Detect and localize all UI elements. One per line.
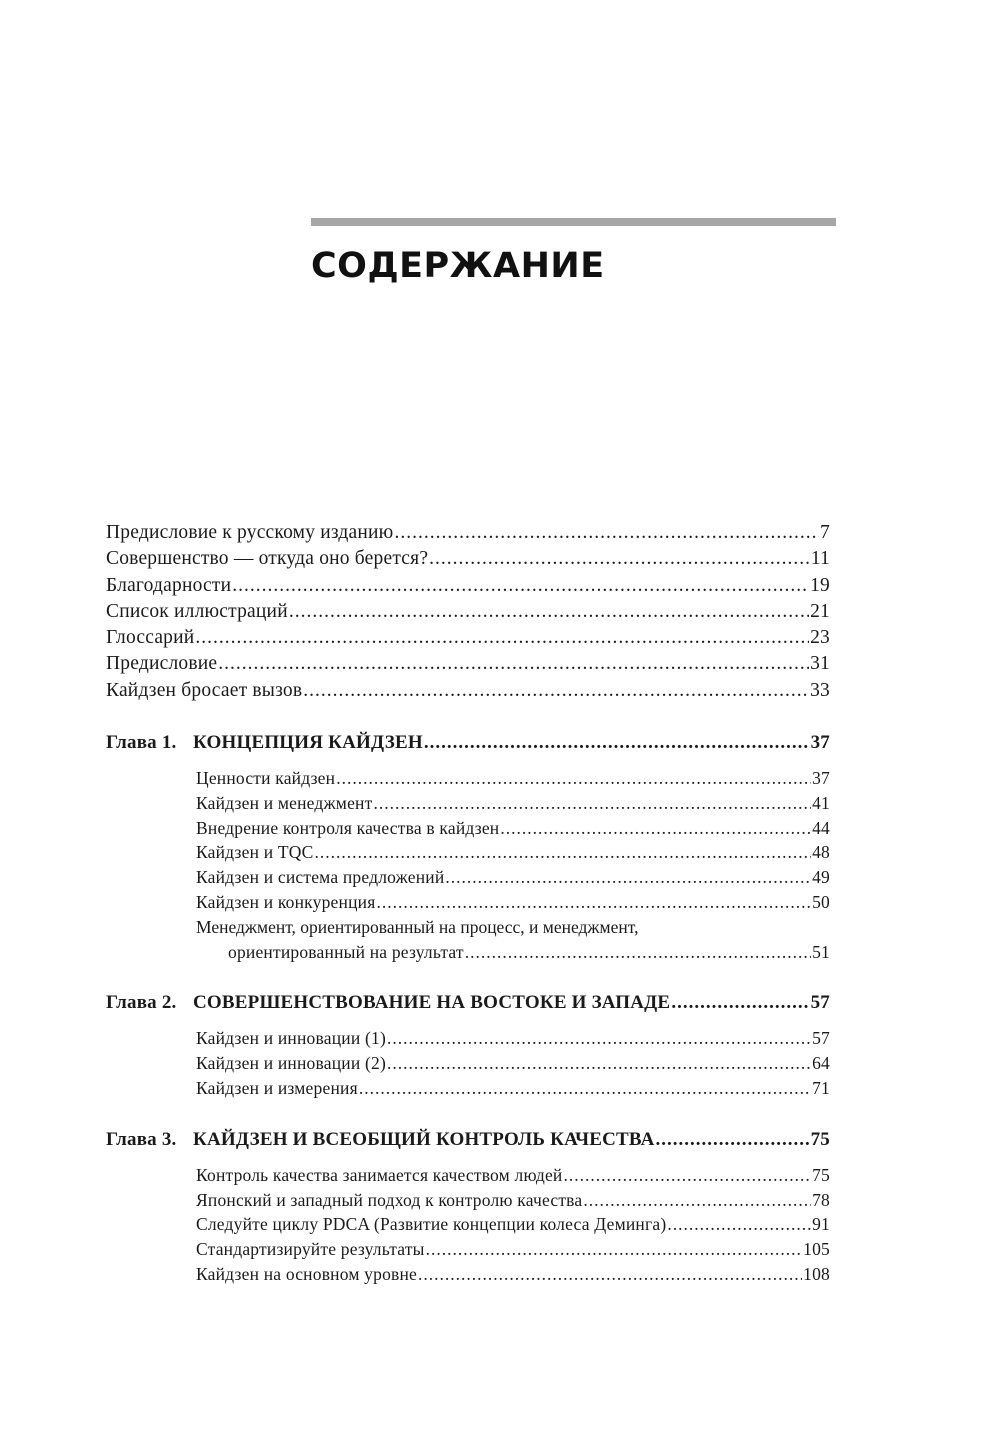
dot-leader (359, 1076, 811, 1101)
section-entry[interactable] (196, 890, 830, 915)
chapter-3 (106, 1127, 830, 1287)
section-entry[interactable] (196, 816, 830, 841)
dot-leader (445, 865, 811, 890)
toc-entry[interactable] (106, 573, 830, 599)
entry-page: 23 (810, 627, 830, 649)
dot-leader (373, 791, 811, 816)
dot-leader (232, 573, 809, 599)
section-title: Кайдзен и менеджмент (196, 792, 373, 813)
section-list (106, 1026, 830, 1100)
section-title: Стандартизируйте результаты (196, 1239, 425, 1260)
chapter-label: Глава 2. (106, 992, 177, 1014)
dot-leader (195, 625, 809, 651)
chapter-heading[interactable] (106, 990, 830, 1016)
section-entry[interactable] (196, 1237, 830, 1262)
entry-title: Благодарности (106, 574, 232, 596)
toc-entry[interactable] (106, 678, 830, 704)
section-entry[interactable] (196, 1051, 830, 1076)
dot-leader (429, 546, 810, 572)
dot-leader (314, 840, 811, 865)
section-page: 78 (812, 1189, 830, 1210)
entry-title: Список иллюстраций (106, 600, 288, 622)
title-rule (311, 218, 836, 226)
front-matter-list (106, 520, 830, 704)
section-entry[interactable] (196, 1188, 830, 1213)
section-title: Кайдзен и конкуренция (196, 892, 376, 913)
dot-leader (336, 766, 811, 791)
section-page: 51 (812, 941, 830, 962)
entry-title: Предисловие (106, 653, 218, 675)
section-page: 57 (812, 1028, 830, 1049)
dot-leader (667, 1212, 811, 1237)
dot-leader (563, 1163, 811, 1188)
section-title: Внедрение контроля качества в кайдзен (196, 817, 500, 838)
section-list (106, 1163, 830, 1287)
toc-entry[interactable] (106, 651, 830, 677)
table-of-contents (106, 520, 830, 1287)
dot-leader (387, 1026, 811, 1051)
section-title: Контроль качества занимается качеством людей (196, 1164, 563, 1185)
dot-leader (500, 816, 811, 841)
section-title: Кайдзен и измерения (196, 1078, 358, 1099)
section-page: 44 (812, 817, 830, 838)
entry-title: Предисловие к русскому изданию (106, 522, 394, 543)
section-page: 49 (812, 867, 830, 888)
section-entry[interactable] (196, 865, 830, 890)
dot-leader (289, 599, 809, 625)
chapter-page: 37 (810, 732, 830, 754)
chapter-label: Глава 1. (106, 732, 177, 754)
entry-title: Совершенство — откуда оно берется? (106, 548, 429, 570)
section-title: Кайдзен на основном уровне (196, 1264, 418, 1285)
entry-page: 31 (810, 653, 830, 675)
section-entry[interactable] (196, 1026, 830, 1051)
section-title: Следуйте циклу PDCA (Развитие концепции колеса Деминга) (196, 1214, 667, 1235)
dot-leader (465, 940, 811, 965)
chapter-page: 57 (810, 992, 830, 1014)
section-list (106, 766, 830, 964)
dot-leader (218, 651, 809, 677)
section-entry[interactable] (196, 1212, 830, 1237)
section-title: Кайдзен и TQC (196, 842, 314, 863)
section-title-line-1: Менеджмент, ориентированный на процесс, и менеджмент, (196, 916, 639, 937)
section-page: 48 (812, 842, 830, 863)
chapter-label: Глава 3. (106, 1128, 177, 1150)
section-entry[interactable] (196, 766, 830, 791)
dot-leader (394, 520, 819, 546)
section-title-line-2-row (196, 940, 830, 965)
toc-entry[interactable] (106, 599, 830, 625)
dot-leader (303, 678, 809, 704)
dot-leader (418, 1262, 802, 1287)
dot-leader (424, 730, 810, 756)
toc-entry[interactable] (106, 520, 830, 546)
chapter-2 (106, 990, 830, 1100)
section-title: Кайдзен и инновации (1) (196, 1028, 386, 1049)
section-page: 41 (812, 792, 830, 813)
chapter-title: КАЙДЗЕН И ВСЕОБЩИЙ КОНТРОЛЬ КАЧЕСТВА (193, 1128, 655, 1150)
chapter-page: 75 (810, 1128, 830, 1150)
entry-page: 19 (810, 574, 830, 596)
section-page: 91 (812, 1214, 830, 1235)
entry-page: 11 (810, 548, 830, 570)
entry-page: 7 (820, 522, 830, 543)
section-page: 50 (812, 892, 830, 913)
entry-title: Глоссарий (106, 627, 195, 649)
section-entry[interactable] (196, 791, 830, 816)
section-entry-wrapped[interactable] (196, 915, 830, 965)
chapter-title: КОНЦЕПЦИЯ КАЙДЗЕН (193, 732, 423, 754)
section-page: 105 (803, 1239, 830, 1260)
dot-leader (426, 1237, 803, 1262)
toc-entry[interactable] (106, 625, 830, 651)
section-entry[interactable] (196, 1163, 830, 1188)
chapter-1 (106, 730, 830, 964)
section-title: Кайдзен и система предложений (196, 867, 445, 888)
dot-leader (583, 1188, 811, 1213)
entry-page: 33 (810, 679, 830, 701)
page-title: СОДЕРЖАНИЕ (311, 246, 605, 286)
dot-leader (387, 1051, 811, 1076)
section-entry[interactable] (196, 840, 830, 865)
section-entry[interactable] (196, 1262, 830, 1287)
dot-leader (671, 990, 809, 1016)
entry-page: 21 (810, 600, 830, 622)
section-title-line-2: ориентированный на результат (228, 941, 464, 962)
section-page: 108 (803, 1264, 830, 1285)
section-entry[interactable] (196, 1076, 830, 1101)
toc-entry[interactable] (106, 546, 830, 572)
chapter-heading[interactable] (106, 1127, 830, 1153)
section-page: 64 (812, 1053, 830, 1074)
section-page: 75 (812, 1164, 830, 1185)
section-title: Японский и западный подход к контролю качества (196, 1189, 583, 1210)
section-page: 71 (812, 1078, 830, 1099)
section-title: Кайдзен и инновации (2) (196, 1053, 386, 1074)
section-page: 37 (812, 768, 830, 789)
section-title: Ценности кайдзен (196, 768, 336, 789)
chapter-heading[interactable] (106, 730, 830, 756)
entry-title: Кайдзен бросает вызов (106, 679, 303, 701)
dot-leader (656, 1127, 810, 1153)
dot-leader (376, 890, 811, 915)
chapter-title: СОВЕРШЕНСТВОВАНИЕ НА ВОСТОКЕ И ЗАПАДЕ (193, 992, 671, 1014)
